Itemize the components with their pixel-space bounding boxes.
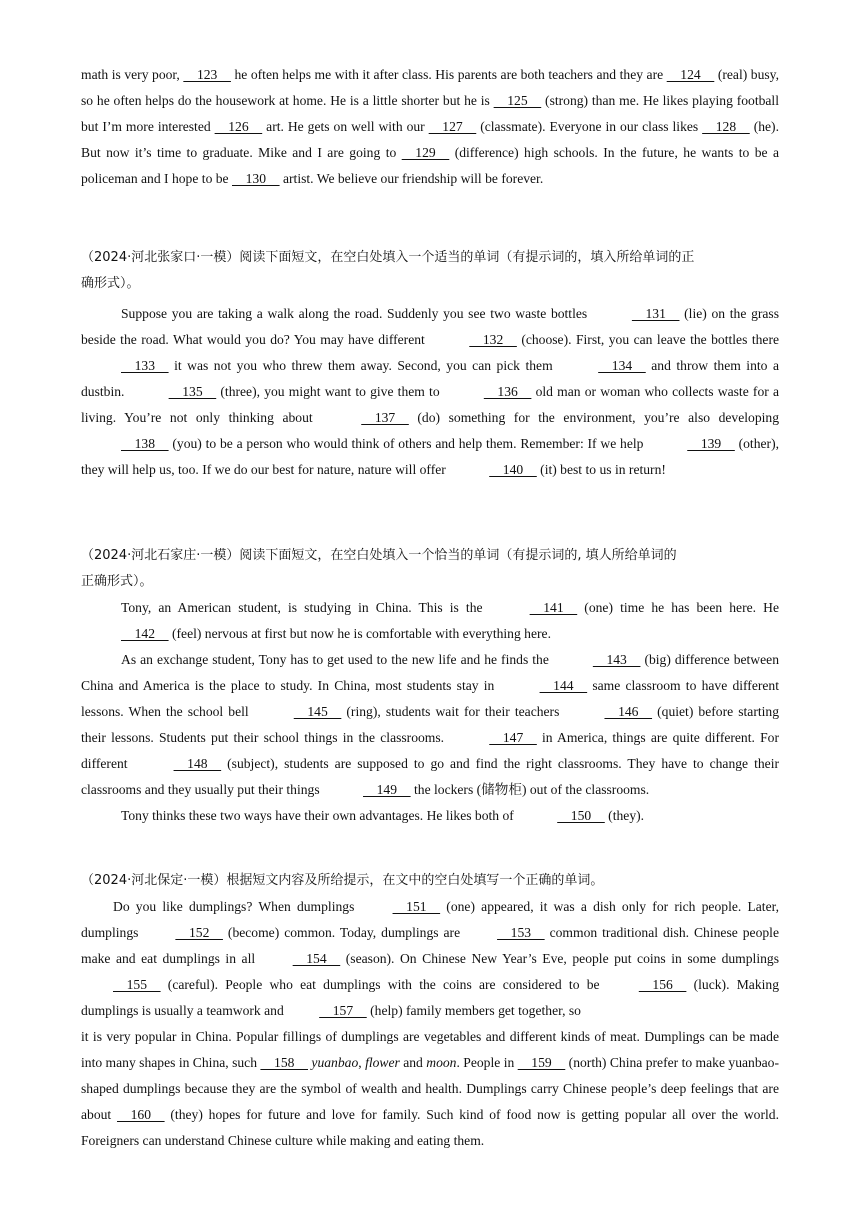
text-run: (one) appeared, it was a dish only for rich people. Later, dumplings [81,899,779,940]
text-run: (they) hopes for future and love for family. Such kind of food now is getting popular all over the world. Foreigners can understand Chinese culture while making and eating them. [81,1107,779,1148]
answer-blank-130: 130 [232,171,280,186]
text-run: same classroom to have different lessons. When the school bell [81,678,779,719]
passage-3-heading-line2: 正确形式）。 [81,574,153,589]
text-run: (north) China prefer to make yuanbao-shaped dumplings because they are the symbol of wealth and health. Dumplings carry Chinese people’s deep feelings that are about [81,1055,779,1122]
answer-blank-141: 141 [529,600,578,615]
text-run: (lie) on the grass beside the road. What would you do? You may have different [81,306,780,347]
answer-blank-135: 135 [168,384,217,399]
text-run: (you) to be a person who would think of others and help them. Remember: If we help [168,436,648,451]
passage-2-heading [81,245,779,297]
answer-blank-155: 155 [113,977,161,992]
passage-4-para2 [81,1024,779,1154]
text-run: (difference) high schools. In the future, he wants to be a policeman and I hope to be [81,145,779,186]
passage-3-para2 [81,647,779,803]
answer-blank-131: 131 [631,306,680,321]
text-run: and throw them into a dustbin. [81,358,780,399]
text-run: (do) something for the environment, you’re also developing [408,410,779,425]
passage-3-heading [81,543,779,595]
answer-blank-147: 147 [489,730,537,745]
answer-blank-140: 140 [489,462,537,477]
answer-blank-128: 128 [702,119,750,134]
answer-blank-158: 158 [260,1055,308,1070]
answer-blank-142: 142 [121,626,169,641]
passage-2-heading-line1: （2024·河北张家口·一模）阅读下面短文，在空白处填入一个适当的单词（有提示词的，填入所给单词的正 [81,250,695,265]
text-run: Do you like dumplings? When dumplings [113,899,361,914]
answer-blank-160: 160 [117,1107,165,1122]
text-run: (one) time he has been here. He [577,600,779,615]
passage-2-text [81,301,779,483]
answer-blank-144: 144 [539,678,588,693]
text-run: and [399,1055,427,1070]
passage-4 [81,868,779,1154]
answer-blank-143: 143 [592,652,641,667]
answer-blank-136: 136 [483,384,532,399]
text-run: . People in [456,1055,518,1070]
text-run: Tony, an American student, is studying in China. This is the [121,600,490,615]
text-run: (it) best to us in return! [536,462,666,477]
text-run: (three), you might want to give them to [216,384,444,399]
answer-blank-137: 137 [361,410,409,425]
answer-blank-152: 152 [175,925,223,940]
passage-1 [81,62,779,192]
answer-blank-153: 153 [497,925,545,940]
text-run: (help) family members get together, so [366,1003,581,1018]
italic-term: flower [365,1055,400,1070]
text-run: (real) busy, so he often helps do the housework at home. He is a little shorter but he is [81,67,779,108]
answer-blank-139: 139 [687,436,735,451]
answer-blank-127: 127 [428,119,477,134]
answer-blank-134: 134 [598,358,646,373]
text-run: (he). But now it’s time to graduate. Mike and I are going to [81,119,779,160]
answer-blank-129: 129 [401,145,450,160]
answer-blank-126: 126 [214,119,263,134]
text-run: (other), they will help us, too. If we do our best for nature, nature will offer [81,436,779,477]
text-run: Tony thinks these two ways have their own advantages. He likes both of [121,808,518,823]
text-run: (subject), students are supposed to go and find the right classrooms. They have to change their classrooms and they usually put their things [81,756,780,797]
text-run: (choose). First, you can leave the bottles there [516,332,780,347]
text-run: , [358,1055,366,1070]
text-run: in America, things are quite different. For different [81,730,779,771]
text-run: (feel) nervous at first but now he is comfortable with everything here. [168,626,551,641]
text-run: it is very popular in China. Popular fillings of dumplings are vegetables and different kinds of meat. Dumplings can be made into many shapes in China, such [81,1029,779,1070]
passage-2 [81,245,779,483]
passage-3-para1 [81,595,779,647]
answer-blank-154: 154 [292,951,341,966]
text-run: artist. We believe our friendship will be forever. [279,171,544,186]
answer-blank-123: 123 [183,67,231,82]
answer-blank-159: 159 [517,1055,566,1070]
italic-term: yuanbao [311,1055,359,1070]
text-run: (luck). Making dumplings is usually a teamwork and [81,977,779,1018]
answer-blank-156: 156 [638,977,687,992]
text-run: (careful). People who eat dumplings with the coins are considered to be [160,977,607,992]
text-run: the lockers (储物柜) out of the classrooms. [410,782,650,797]
answer-blank-133: 133 [121,358,169,373]
answer-blank-150: 150 [557,808,605,823]
answer-blank-125: 125 [493,93,542,108]
answer-blank-149: 149 [363,782,411,797]
text-run: (they). [604,808,645,823]
text-run: art. He gets on well with our [262,119,429,134]
text-run: (season). On Chinese New Year’s Eve, people put coins in some dumplings [340,951,779,966]
text-run: (ring), students wait for their teachers [341,704,565,719]
answer-blank-138: 138 [121,436,169,451]
text-run: it was not you who threw them away. Second, you can pick them [168,358,559,373]
answer-blank-151: 151 [392,899,441,914]
text-run: (classmate). Everyone in our class likes [476,119,703,134]
answer-blank-132: 132 [469,332,517,347]
text-run: old man or woman who collects waste for a living. You’re not only thinking about [81,384,779,425]
text-run: he often helps me with it after class. His parents are both teachers and they are [230,67,667,82]
text-run: (big) difference between China and America is the place to study. In China, most students stay in [81,652,779,693]
passage-1-text [81,62,779,192]
italic-term: moon [426,1055,457,1070]
answer-blank-145: 145 [293,704,342,719]
passage-3 [81,543,779,829]
text-run: (become) common. Today, dumplings are [222,925,466,940]
passage-2-heading-line2: 确形式）。 [81,276,140,291]
text-run: (strong) than me. He likes playing football but I’m more interested [81,93,779,134]
text-run: Suppose you are taking a walk along the road. Suddenly you see two waste bottles [121,306,592,321]
passage-4-para1 [81,894,779,1024]
passage-3-heading-line1: （2024·河北石家庄·一模）阅读下面短文，在空白处填入一个恰当的单词（有提示词的, 填人所给单词的 [81,548,677,563]
passage-3-para3 [81,803,779,829]
text-run: (quiet) before starting their lessons. Students put their school things in the classrooms. [81,704,779,745]
text-run: math is very poor, [81,67,184,82]
answer-blank-124: 124 [666,67,715,82]
text-run: common traditional dish. Chinese people make and eat dumplings in all [81,925,779,966]
answer-blank-157: 157 [319,1003,367,1018]
answer-blank-148: 148 [173,756,222,771]
answer-blank-146: 146 [604,704,653,719]
passage-4-heading: （2024·河北保定·一模）根据短文内容及所给提示，在文中的空白处填写一个正确的单词。 [81,873,604,888]
text-run: As an exchange student, Tony has to get used to the new life and he finds the [121,652,553,667]
